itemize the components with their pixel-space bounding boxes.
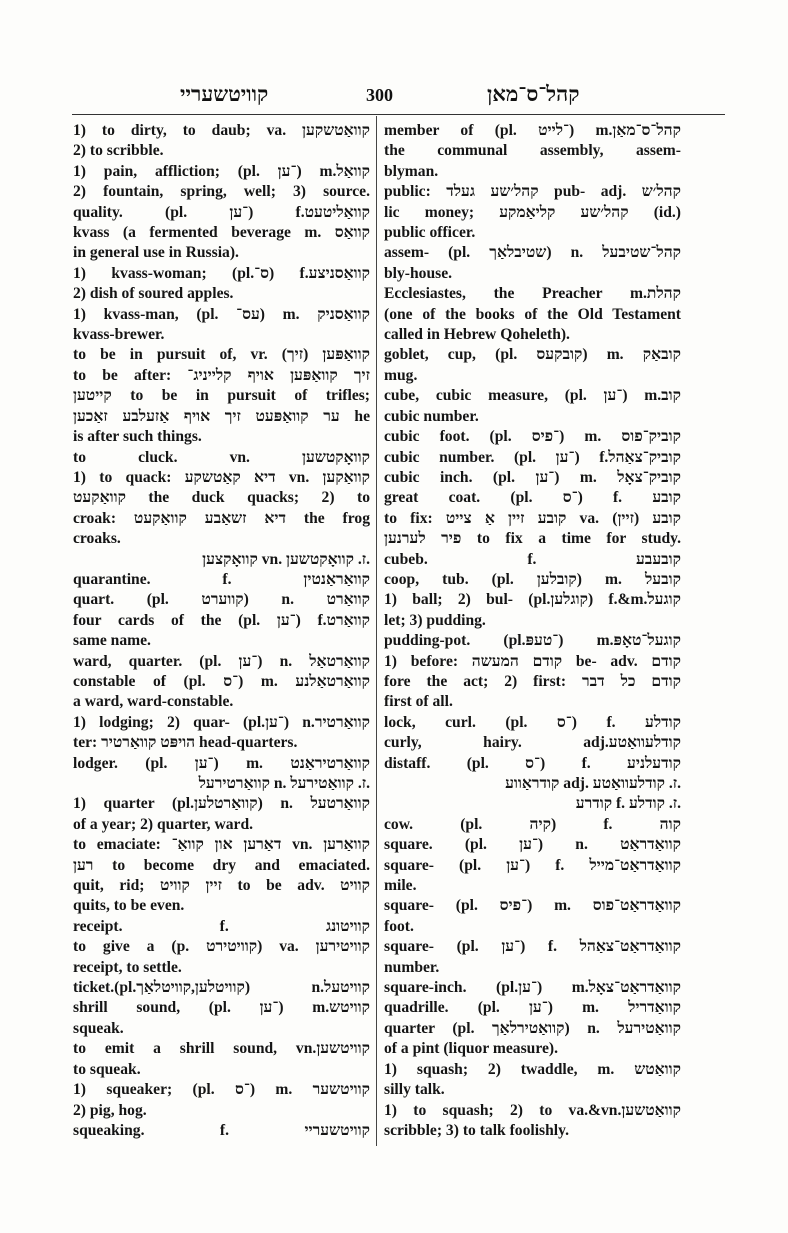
entry-line: squeak.: [73, 1019, 124, 1037]
entry-line: public: קהל׳שע געלד pub- adj. קהל׳ש: [384, 183, 681, 201]
entry-line: to cluck. vn. קוואָקטשען: [73, 448, 370, 466]
entry-line: pudding-pot. (pl.־טעפּ) m.קוגעל־טאָפּ: [384, 632, 681, 650]
entry-line: 1) to squash; 2) to va.&vn.קוואַטשען: [384, 1101, 681, 1119]
entry-line: fore the act; 2) first: קודם כל דבר: [384, 672, 681, 690]
entry-line: of a year; 2) quarter, ward.: [73, 815, 254, 833]
column-divider: [376, 116, 377, 1146]
entry-line: in general use in Russia).: [73, 244, 239, 262]
entry-line: bly-house.: [384, 264, 453, 282]
entry-line: a ward, ward-constable.: [73, 693, 234, 711]
entry-line: ward, quarter. (pl. ־ען) n. קוואַרטאַל: [73, 652, 370, 670]
entry-line: 1) kvass-woman; (pl.ס־) f.קוואַסניצע: [73, 264, 370, 282]
entry-line: קייטען to be in pursuit of trifles;: [73, 387, 370, 405]
entry-line: to emit a shrill sound, vn.קוויטשען: [73, 1040, 370, 1058]
entry-line: 1) to quack: דיא קאַטשקע vn. קוואַקען: [73, 468, 370, 486]
running-head-left: קוויטשעריי: [180, 82, 269, 106]
entry-line: קודראַווע adj. ז. קודלעוואַטע.: [505, 775, 681, 792]
entry-line: קוואָקצען vn. ז. קוואָקטשען.: [202, 550, 370, 568]
entry-line: receipt, to settle.: [73, 958, 182, 976]
entry-line: 1) squeaker; (pl. ־ס) m. קוויטשער: [73, 1081, 370, 1099]
entry-line: Ecclesiastes, the Preacher m.קהלת: [384, 285, 681, 303]
entry-line: 2) pig, hog.: [73, 1101, 147, 1119]
entry-line: goblet, cup, (pl. קובקעס) m. קובאַק: [384, 346, 681, 364]
entry-line: same name.: [73, 632, 151, 650]
entry-line: silly talk.: [384, 1081, 445, 1099]
entry-line: lodger. (pl. ־ען) m. קוואַרטיראַנט: [73, 754, 370, 772]
entry-line: square- (pl. ־ען) f. קוואַדראַט־צאַהל: [384, 938, 681, 956]
entry-line: lic money; קהל׳שע קליאַמקע (id.): [384, 203, 681, 221]
entry-line: 2) fountain, spring, well; 3) source.: [73, 183, 370, 201]
entry-line: of a pint (liquor measure).: [384, 1040, 558, 1058]
entry-line: cubic number.: [384, 407, 479, 425]
entry-line: quits, to be even.: [73, 897, 185, 915]
entry-line: first of all.: [384, 693, 453, 711]
entry-line: curly, hairy. adj.קודלעוואַטע: [384, 734, 681, 752]
entry-line: four cards of the (pl. ־ען) f.קוואַרט: [73, 611, 370, 629]
entry-line: (one of the books of the Old Testament: [384, 305, 681, 323]
entry-line: 1) kvass-man, (pl. עס־) m. קוואַסניק: [73, 305, 370, 323]
entry-line: קודרע f. ז. קודלע.: [575, 795, 681, 813]
entry-line: to fix: קובע זיין אַ צייט va. (זיין) קובע: [384, 509, 681, 527]
entry-line: to give a (p. קוויטירט) va. קוויטירען: [73, 938, 370, 956]
entry-line: 2) to scribble.: [73, 142, 164, 160]
entry-line: to emaciate: דאַרען און קוואַ־ vn. קוואַרען: [73, 836, 370, 854]
entry-line: quarantine. f. קוואַראַנטין: [73, 570, 370, 588]
entry-line: קוואַקעט the duck quacks; 2) to: [73, 489, 370, 507]
entry-line: 1) lodging; 2) quar- (pl.־ען) n.קוואַרטיר: [73, 713, 370, 731]
entry-line: croak: דיא זשאַבע קוואַקעט the frog: [73, 509, 370, 527]
page-number: 300: [366, 85, 393, 105]
entry-line: quart. (pl. קווערט) n. קוואַרט: [73, 591, 370, 609]
entry-line: 1) to dirty, to daub; va. קוואַטשקען: [73, 122, 370, 139]
entry-line: cubic foot. (pl. ־פיס) m. קוביק־פוס: [384, 428, 681, 446]
entry-line: kvass (a fermented beverage m. קוואַס: [73, 224, 370, 242]
entry-line: cow. (pl. קיה) f. קוה: [384, 815, 681, 833]
entry-line: cubeb. f. קובעבע: [384, 550, 681, 568]
entry-line: quality. (pl. ־ען) f.קוואַליטעט: [73, 203, 370, 221]
entry-line: square- (pl. ־פיס) m. קוואַדראַט־פוס: [384, 897, 681, 915]
entry-line: 2) dish of soured apples.: [73, 285, 234, 303]
entry-line: scribble; 3) to talk foolishly.: [384, 1121, 569, 1139]
entry-line: ter: הויפּט קוואַרטיר head-quarters.: [73, 734, 298, 752]
entry-line: 1) ball; 2) bul- (pl.קוגלען) f.&m.קוגעל: [384, 591, 681, 609]
entry-line: quarter (pl. קוואַטירלאַך) n. קוואַטירעל: [384, 1019, 681, 1037]
entry-line: let; 3) pudding.: [384, 611, 486, 629]
entry-line: cube, cubic measure, (pl. ־ען) m.קוב: [384, 387, 681, 405]
entry-line: public officer.: [384, 224, 476, 242]
entry-line: square- (pl. ־ען) f. קוואַדראַט־מייל: [384, 856, 681, 874]
entry-line: mile.: [384, 877, 417, 895]
entry-line: mug.: [384, 366, 418, 384]
entry-line: croaks.: [73, 530, 121, 548]
right-column: [384, 121, 681, 1141]
entry-line: receipt. f. קוויטונג: [73, 917, 370, 935]
entry-line: square. (pl. ־ען) n. קוואַדראַט: [384, 836, 681, 854]
entry-line: cubic inch. (pl. ־ען) m. קוביק־צאָל: [384, 468, 681, 486]
entry-line: assem- (pl. שטיבלאַך) n. קהל־שטיבעל: [384, 244, 681, 262]
entry-line: 1) quarter (pl.קוואַרטלען) n. קוואַרטעל: [73, 795, 370, 813]
entry-line: square-inch. (pl.־ען) m.קוואַדראַט־צאָל: [384, 979, 681, 997]
entry-line: to be in pursuit of, vr. (זיך) קוואַפּען: [73, 346, 370, 364]
entry-line: lock, curl. (pl. ־ס) f. קודלע: [384, 713, 681, 731]
entry-line: קוואַרטירעל n. ז. קוואַטירעל.: [198, 775, 370, 792]
entry-line: פיר לערנען to fix a time for study.: [384, 530, 681, 548]
entry-line: squeaking. f. קוויטשעריי: [73, 1121, 370, 1139]
running-head-right: קהל־ס־מאן: [487, 82, 580, 106]
entry-line: רען to become dry and emaciated.: [73, 856, 370, 874]
entry-line: foot.: [384, 917, 414, 935]
entry-line: quadrille. (pl. ־ען) m. קוואַדריל: [384, 999, 681, 1017]
entry-line: to squeak.: [73, 1060, 141, 1078]
entry-line: constable of (pl. ־ס) m. קוואַרטאַלנע: [73, 672, 370, 690]
entry-line: the communal assembly, assem-: [384, 142, 681, 160]
entry-line: called in Hebrew Qoheleth).: [384, 326, 570, 344]
entry-line: blyman.: [384, 162, 439, 180]
entry-line: 1) before: קודם המעשה be- adv. קודם: [384, 652, 681, 670]
entry-line: is after such things.: [73, 428, 202, 446]
entry-line: shrill sound, (pl. ־ען) m.קוויטש: [73, 999, 370, 1017]
left-column: [73, 121, 370, 1141]
entry-line: coop, tub. (pl. קובלען) m. קובעל: [384, 570, 681, 588]
header-rule: [72, 114, 725, 115]
entry-line: ער קוואַפּעט זיך אויף אַזעלבע זאַכען he: [73, 407, 370, 425]
entry-line: distaff. (pl. ־ס) f. קודעלניע: [384, 754, 681, 772]
entry-line: number.: [384, 958, 440, 976]
entry-line: to be after: זיך קוואַפּען אויף קלייניג־: [73, 366, 370, 384]
entry-line: kvass-brewer.: [73, 326, 165, 344]
entry-line: great coat. (pl. ־ס) f. קובע: [384, 489, 681, 507]
entry-line: ticket.(pl.קוויטלען,קוויטלאַך) n.קוויטעל: [73, 979, 370, 997]
entry-line: 1) squash; 2) twaddle, m. קוואַטש: [384, 1060, 681, 1078]
entry-line: 1) pain, affliction; (pl. ־ען) m.קוואַל: [73, 162, 370, 180]
entry-line: quit, rid; זיין קוויט to be adv. קוויט: [73, 877, 370, 895]
entry-line: cubic number. (pl. ־ען) f.קוביק־צאַהל: [384, 448, 681, 466]
entry-line: member of (pl. ־לייט) m.קהל־ס־מאַן: [384, 122, 681, 139]
